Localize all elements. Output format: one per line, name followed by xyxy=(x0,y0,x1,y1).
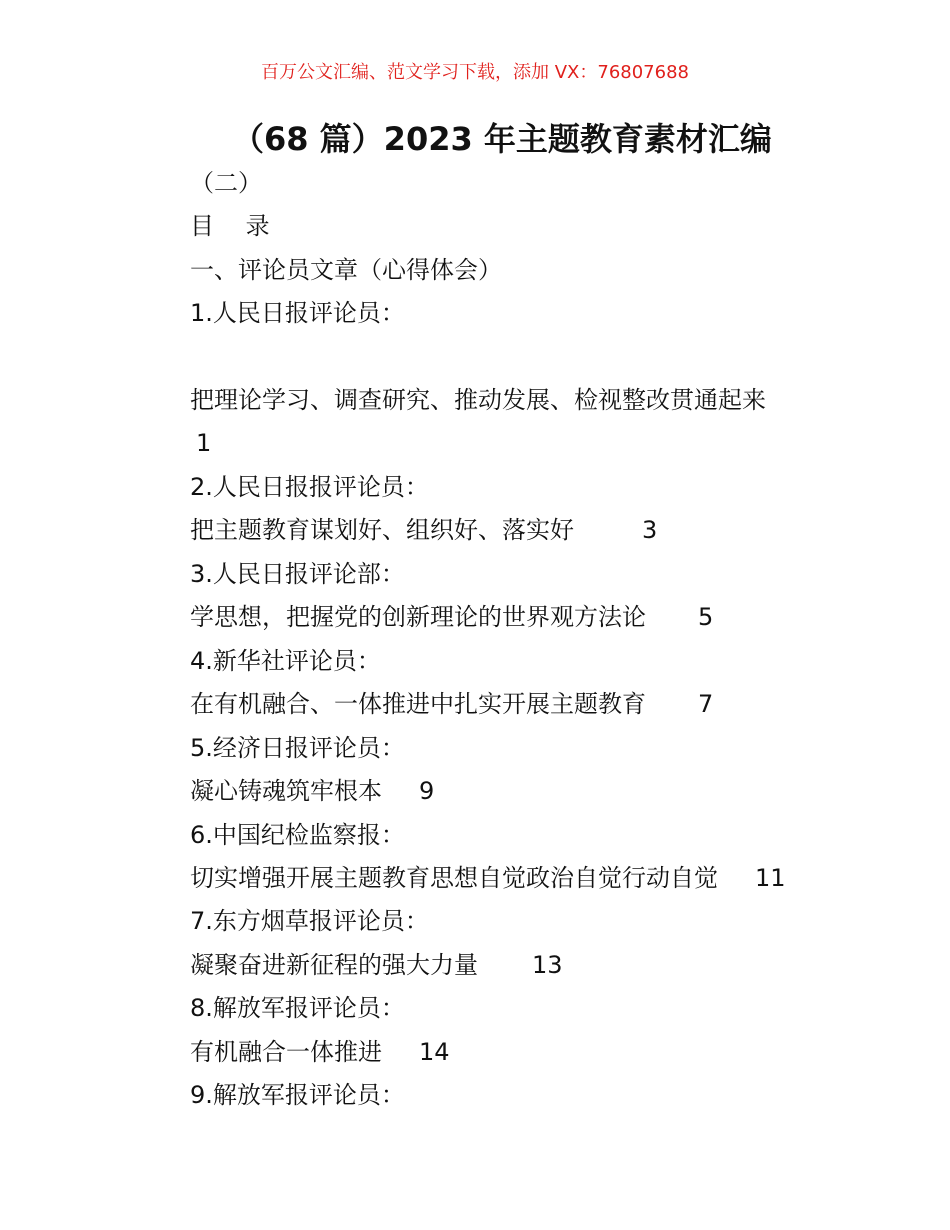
toc-entry-page: 5 xyxy=(698,603,714,631)
document-title: （68 篇）2023 年主题教育素材汇编 xyxy=(232,120,772,158)
toc-entry-source: 3.人民日报评论部： xyxy=(190,560,405,588)
document-subtitle: （二） xyxy=(190,169,262,197)
toc-entry-source: 2.人民日报报评论员： xyxy=(190,473,429,501)
toc-entry-source: 4.新华社评论员： xyxy=(190,647,381,675)
toc-entry-page: 9 xyxy=(419,777,435,805)
toc-entry-article: 把主题教育谋划好、组织好、落实好 xyxy=(190,516,574,544)
section-heading: 一、评论员文章（心得体会） xyxy=(190,256,502,284)
toc-entry-page: 1 xyxy=(196,429,212,457)
toc-entry-page: 14 xyxy=(419,1038,450,1066)
header-note: 百万公文汇编、范文学习下载，添加 VX：76807688 xyxy=(261,62,689,83)
toc-entry-source: 6.中国纪检监察报： xyxy=(190,821,405,849)
toc-entry-source: 5.经济日报评论员： xyxy=(190,734,405,762)
toc-entry-article: 切实增强开展主题教育思想自觉政治自觉行动自觉 xyxy=(190,864,718,892)
toc-entry-source: 9.解放军报评论员： xyxy=(190,1081,405,1109)
toc-entry-page: 11 xyxy=(755,864,786,892)
toc-entry-article: 凝聚奋进新征程的强大力量 xyxy=(190,951,478,979)
toc-entry-article: 有机融合一体推进 xyxy=(190,1038,382,1066)
toc-entry-page: 7 xyxy=(698,690,714,718)
toc-entry-article: 凝心铸魂筑牢根本 xyxy=(190,777,382,805)
toc-entry-article: 在有机融合、一体推进中扎实开展主题教育 xyxy=(190,690,646,718)
toc-entry-article: 把理论学习、调查研究、推动发展、检视整改贯通起来 xyxy=(190,386,766,414)
toc-entry-page: 3 xyxy=(642,516,658,544)
toc-heading: 目 录 xyxy=(190,212,270,240)
toc-entry-page: 13 xyxy=(532,951,563,979)
toc-entry-source: 1.人民日报评论员： xyxy=(190,299,405,327)
toc-entry-source: 8.解放军报评论员： xyxy=(190,994,405,1022)
toc-entry-article: 学思想，把握党的创新理论的世界观方法论 xyxy=(190,603,646,631)
toc-entry-source: 7.东方烟草报评论员： xyxy=(190,907,429,935)
